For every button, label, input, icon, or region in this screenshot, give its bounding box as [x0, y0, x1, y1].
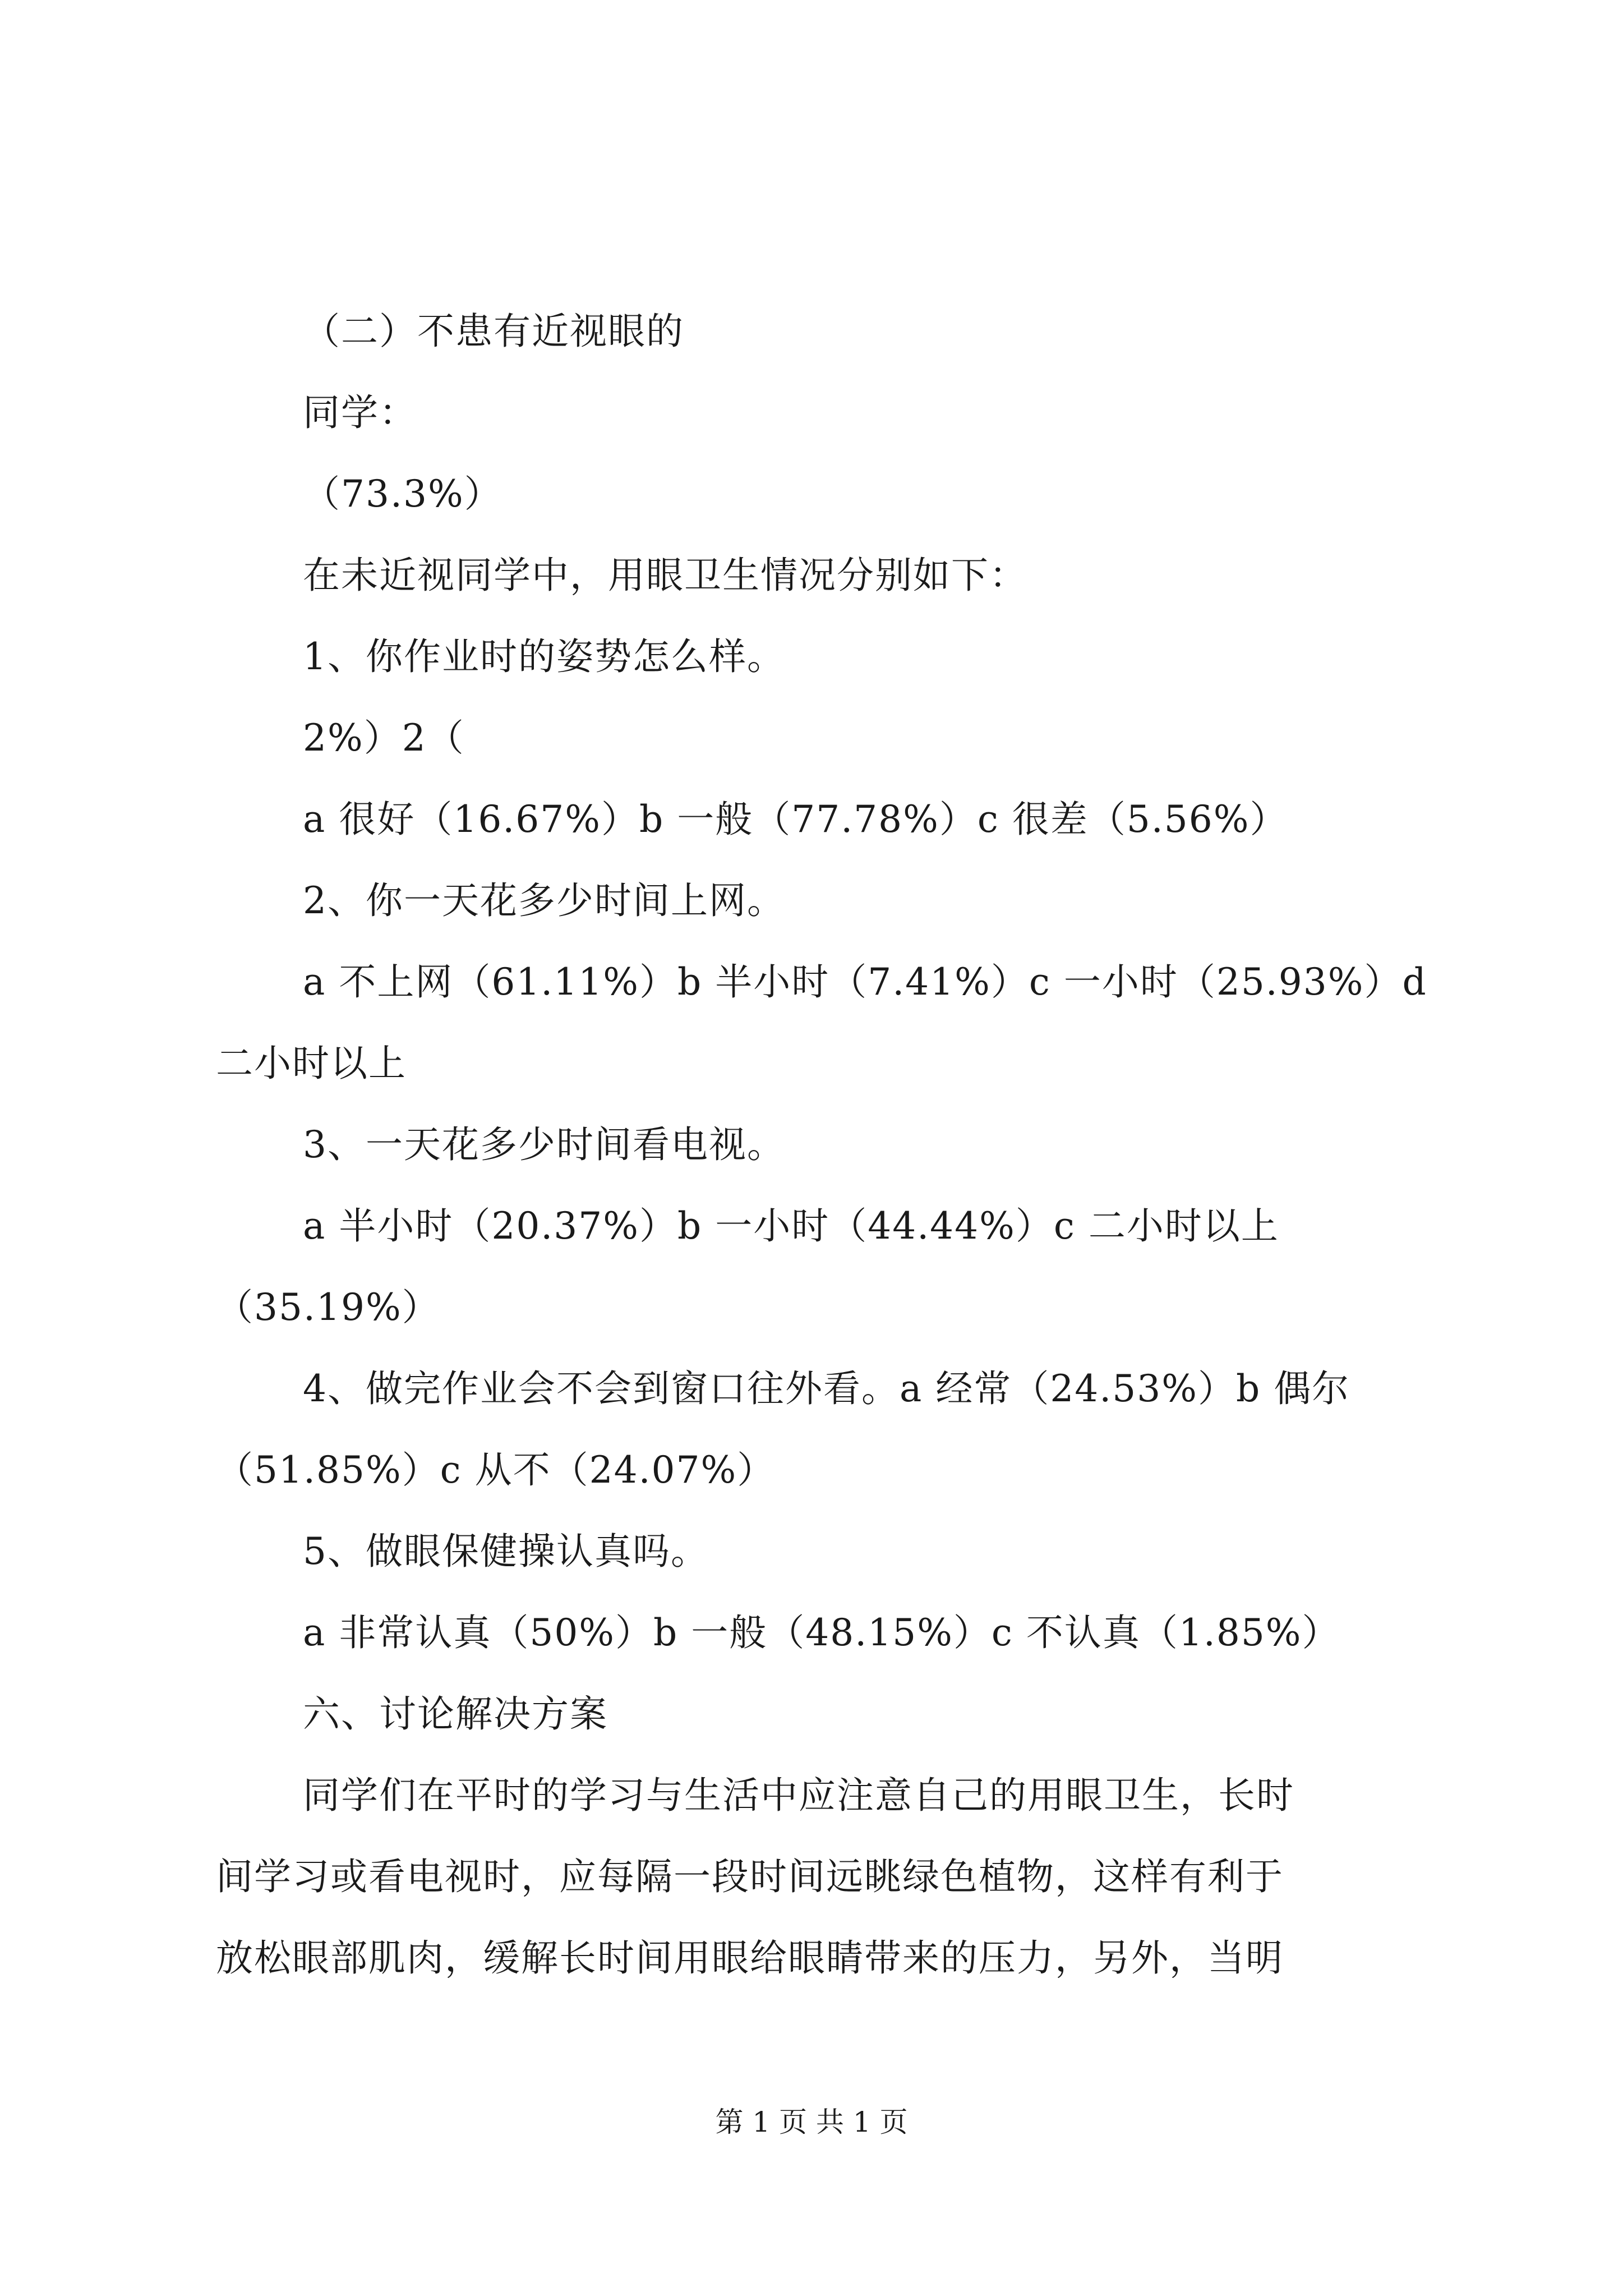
paragraph-line: 同学： — [303, 391, 417, 434]
section-heading-no-myopia: （二）不患有近视眼的 — [303, 310, 684, 353]
survey-question-4: 4、做完作业会不会到窗口往外看。a 经常（24.53%）b 偶尔 — [303, 1367, 1350, 1410]
survey-answers-1: a 很好（16.67%）b 一般（77.78%）c 很差（5.56%） — [303, 798, 1288, 841]
survey-answers-3: a 半小时（20.37%）b 一小时（44.44%）c 二小时以上 — [303, 1204, 1279, 1248]
survey-answers-5: a 非常认真（50%）b 一般（48.15%）c 不认真（1.85%） — [303, 1611, 1340, 1654]
survey-answers-2-continued: 二小时以上 — [216, 1042, 407, 1085]
page-footer: 第 1 页 共 1 页 — [715, 2106, 908, 2138]
survey-answers-4-continued: （51.85%）c 从不（24.07%） — [216, 1448, 776, 1492]
survey-question-2: 2、你一天花多少时间上网。 — [303, 879, 785, 922]
paragraph-line: 在未近视同学中，用眼卫生情况分别如下： — [303, 554, 1027, 597]
section-heading-solutions: 六、讨论解决方案 — [303, 1692, 608, 1736]
survey-answers-2: a 不上网（61.11%）b 半小时（7.41%）c 一小时（25.93%）d — [303, 960, 1427, 1004]
paragraph-line: 放松眼部肌肉，缓解长时间用眼给眼睛带来的压力，另外，当明 — [216, 1936, 1284, 1980]
paragraph-line: 同学们在平时的学习与生活中应注意自己的用眼卫生，长时 — [303, 1774, 1294, 1817]
paragraph-line: 2%）2（ — [303, 716, 465, 760]
survey-question-3: 3、一天花多少时间看电视。 — [303, 1123, 785, 1166]
paragraph-line: （73.3%） — [303, 472, 502, 516]
survey-question-1: 1、你作业时的姿势怎么样。 — [303, 635, 785, 678]
survey-question-5: 5、做眼保健操认真吗。 — [303, 1530, 709, 1573]
paragraph-line: 间学习或看电视时，应每隔一段时间远眺绿色植物，这样有利于 — [216, 1855, 1284, 1898]
survey-answers-3-continued: （35.19%） — [216, 1286, 440, 1329]
